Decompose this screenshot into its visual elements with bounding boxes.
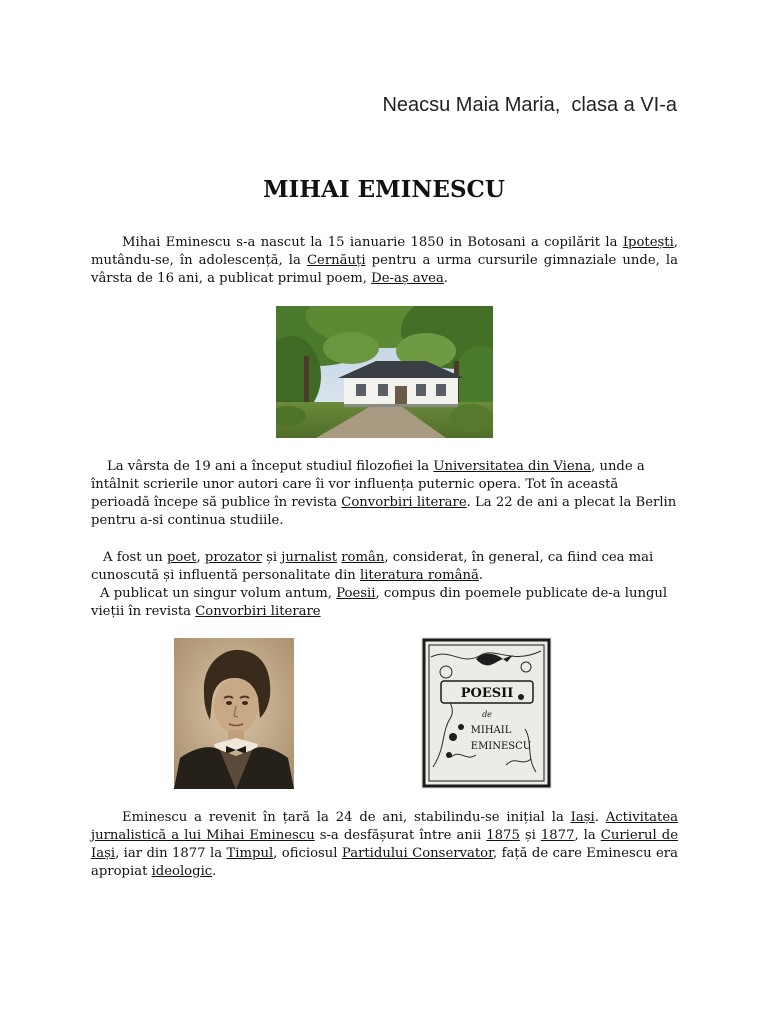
eminescu-portrait-photo [174,638,294,789]
link-de-as-avea[interactable]: De-aș avea [371,271,444,286]
link-activitatea-jurnalistica[interactable]: Activitatea jurnalistică a lui Mihai Eminescu [91,810,678,843]
link-ideologic[interactable]: ideologic [151,864,213,879]
paragraph-studies: La vârsta de 19 ani a început studiul filozofiei la Universitatea din Viena, unde a întâlnit scrierile unor autori care îi vor influența puternic opera. Tot în această perioadă începe să publice în revista Convorbiri literare. La 22 de ani a plecat la Berlin pentru a-si continua studiile. [91,459,677,528]
link-iasi[interactable]: Iași [570,810,595,825]
link-literatura-romana[interactable]: literatura română [360,568,479,583]
memorial-house-photo [276,306,493,438]
link-curierul-de-iasi[interactable]: Curierul de Iași [91,828,678,861]
link-ipotesti[interactable]: Ipotești [622,235,674,250]
link-1875[interactable]: 1875 [486,828,520,843]
author-line: Neacsu Maia Maria, clasa a VI-a [382,94,677,116]
page-title: MIHAI EMINESCU [263,176,505,203]
link-convorbiri-literare[interactable]: Convorbiri literare [341,495,467,510]
link-prozator[interactable]: prozator [204,550,262,565]
paragraph-poet: A fost un poet, prozator și jurnalist român, considerat, în general, ca fiind cea mai cunoscută și influentă personalitate din literatura română. [91,550,654,583]
link-timpul[interactable]: Timpul [226,846,274,861]
link-convorbiri-literare-2[interactable]: Convorbiri literare [195,604,321,619]
link-jurnalist[interactable]: jurnalist [281,550,338,565]
paragraph-journalism: Eminescu a revenit în țară la 24 de ani, stabilindu-se inițial la Iași. Activitatea jurnalistică a lui Mihai Eminescu s-a desfășurat între anii 1875 și 1877, la Curierul de Iași, iar din 1877 la Timpul, oficiosul Partidului Conservator, față de care Eminescu era apropiat ideologic. [91,810,678,879]
link-poet[interactable]: poet [166,550,197,565]
book-author-first-text: MIHAIL [470,725,512,736]
paragraph-birth: Mihai Eminescu s-a nascut la 15 ianuarie 1850 in Botosani a copilărit la Ipotești, mutându-se, în adolescență, la Cernăuți pentru a urma cursurile gimnaziale unde, la vârsta de 16 ani, a publicat primul poem, De-aș avea. [91,235,678,286]
link-universitatea-din-viena[interactable]: Universitatea din Viena [433,459,592,474]
book-de-text: de [482,710,492,719]
link-partidul-conservator[interactable]: Partidului Conservator [341,846,493,861]
book-author-last-text: EMINESCU [470,741,532,752]
link-poesii[interactable]: Poesii [336,586,376,601]
paragraph-volume: A publicat un singur volum antum, Poesii, compus din poemele publicate de-a lungul vieții în revista Convorbiri literare [91,586,668,619]
link-roman[interactable]: român [341,550,385,565]
link-cernauti[interactable]: Cernăuți [306,253,366,268]
poesii-book-cover [421,637,552,789]
link-1877[interactable]: 1877 [540,828,575,843]
book-title-text: POESII [460,686,514,701]
